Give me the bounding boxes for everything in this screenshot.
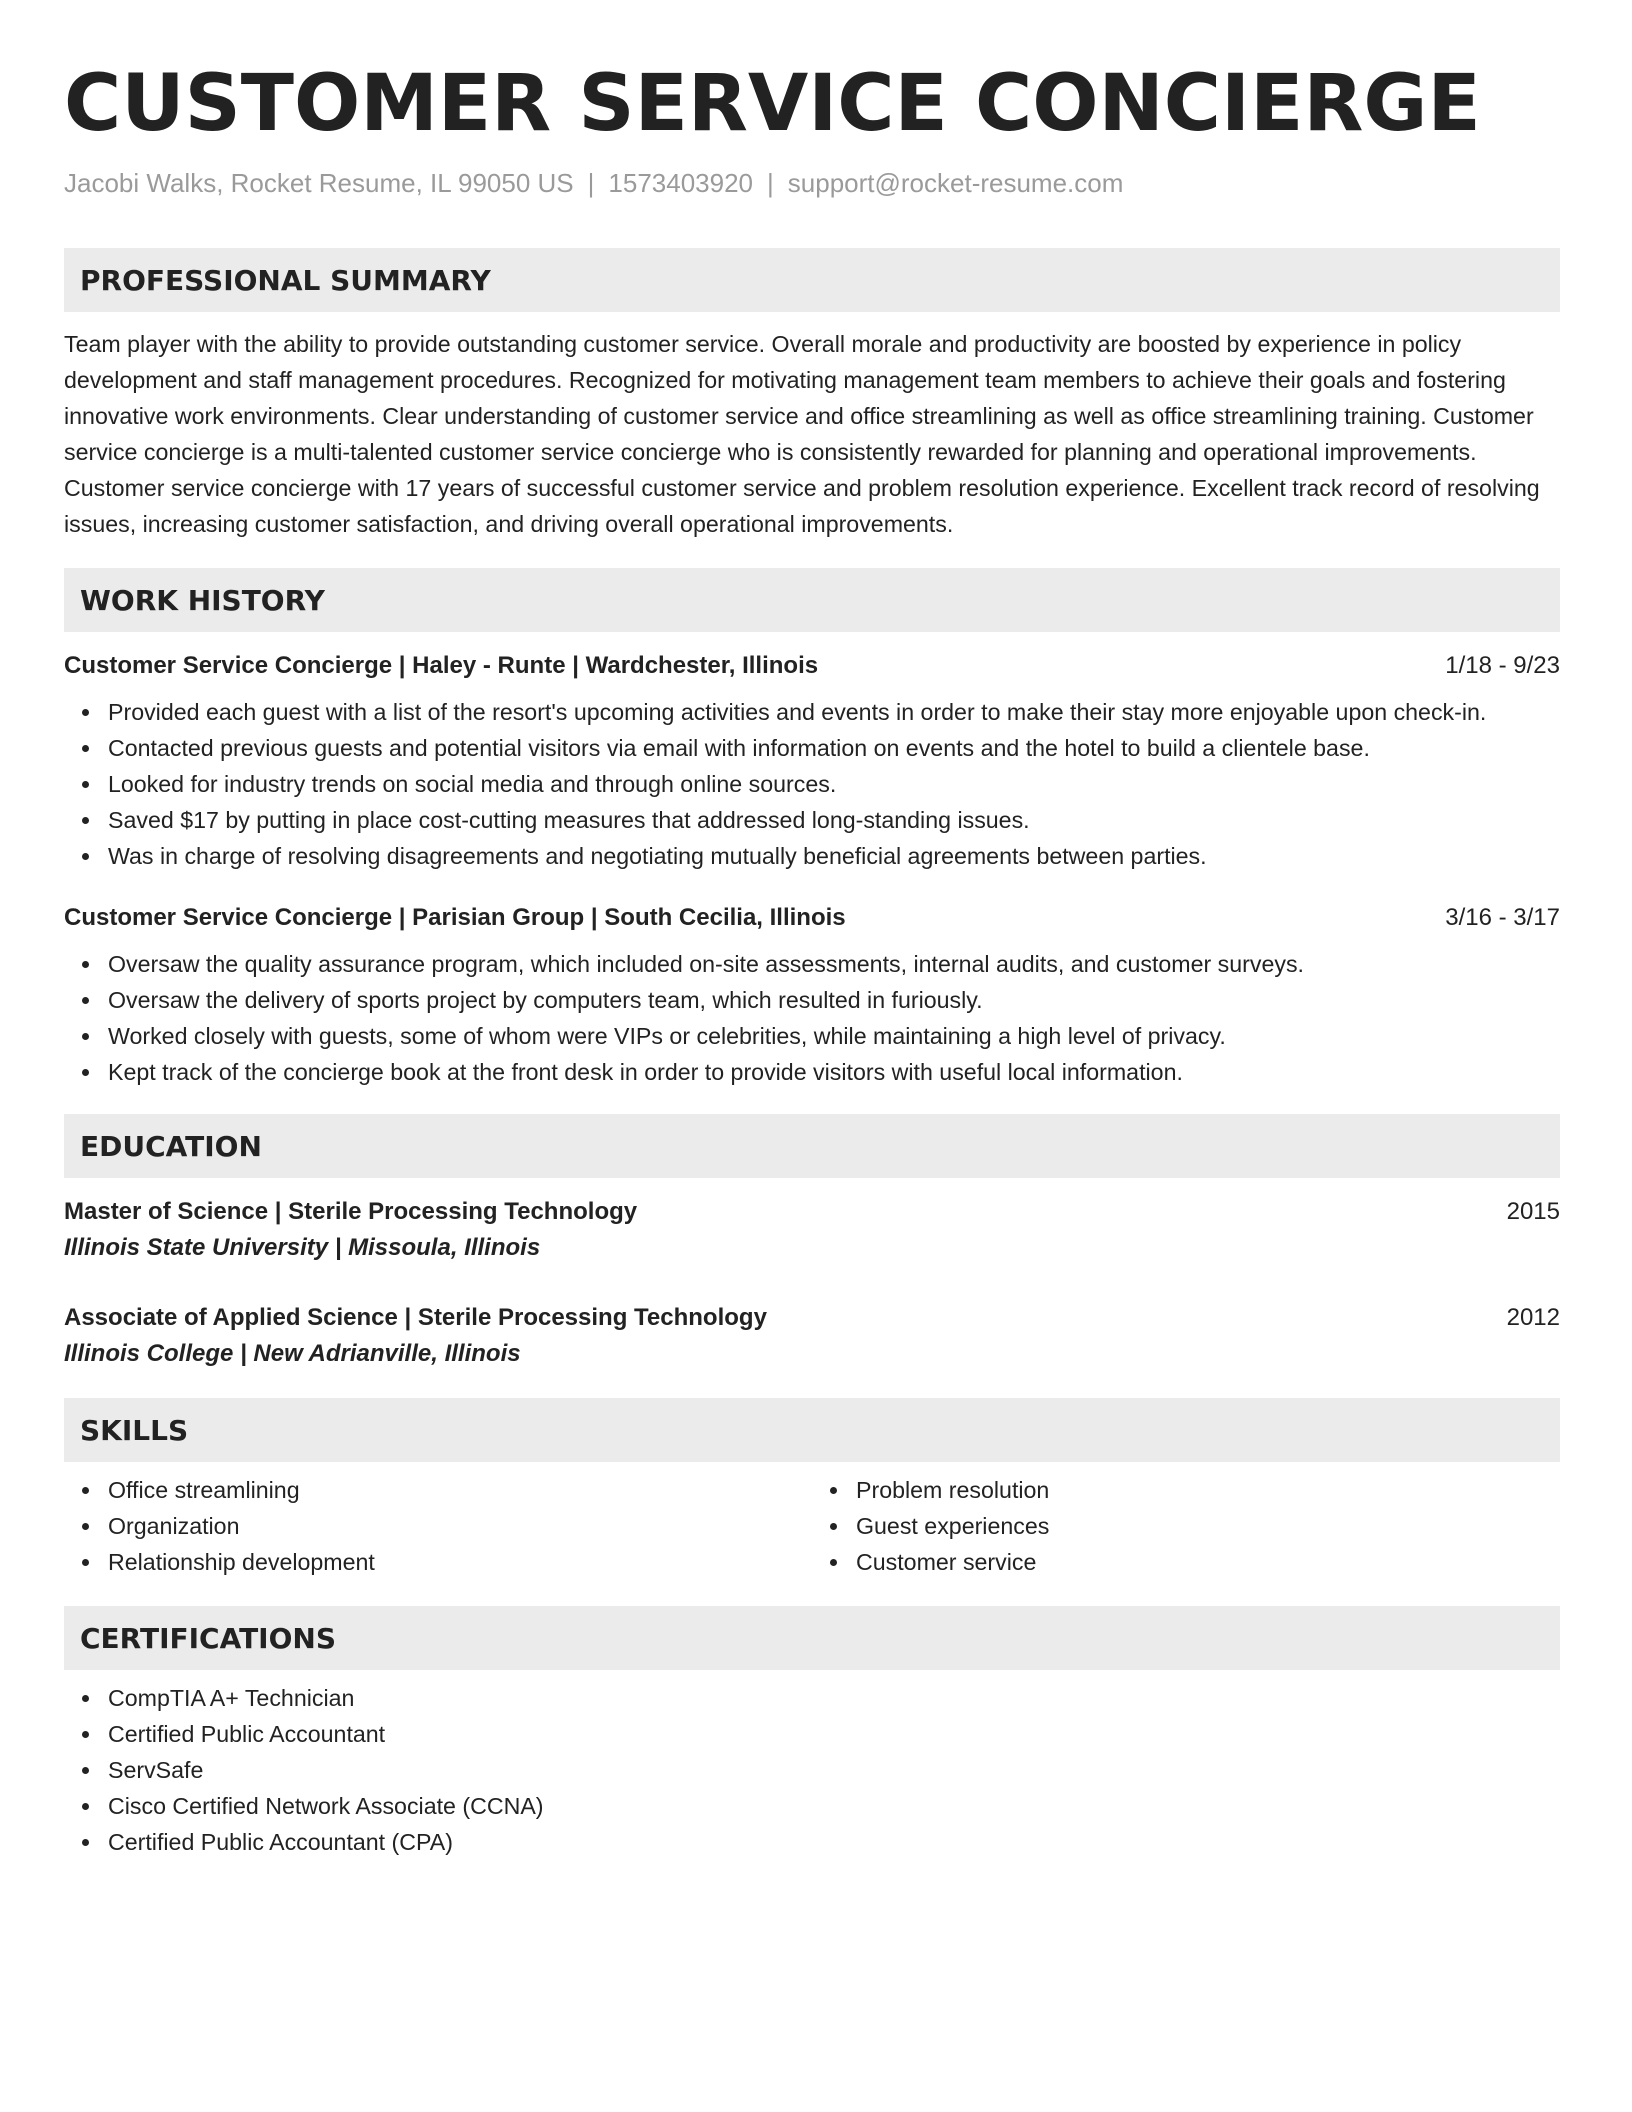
summary-heading: PROFESSIONAL SUMMARY bbox=[80, 263, 491, 297]
education-entry bbox=[64, 1300, 1560, 1372]
summary-text: Team player with the ability to provide outstanding customer service. Overall morale and productivity are boosted by experience in policy development and staff management procedures. Recognized for motivating management team members to achieve their goals and fostering innovative work environments. Clear understanding of customer service and office streamlining as well as office streamlining training. Customer service concierge is a multi-talented customer service concierge who is consistently rewarded for planning and operational improvements. Customer service concierge with 17 years of successful customer service and problem resolution experience. Excellent track record of resolving issues, increasing customer satisfaction, and driving overall operational improvements. bbox=[64, 331, 1540, 537]
certification-item: ServSafe bbox=[108, 1752, 1560, 1788]
work-header bbox=[64, 568, 1560, 632]
job-entry bbox=[64, 900, 1560, 1090]
education-year: 2012 bbox=[1506, 1304, 1560, 1331]
summary-header bbox=[64, 248, 1560, 312]
skills-heading: SKILLS bbox=[80, 1413, 189, 1447]
job-dates: 3/16 - 3/17 bbox=[1445, 904, 1560, 931]
contact-email: support@rocket-resume.com bbox=[787, 168, 1124, 198]
education-year: 2015 bbox=[1506, 1198, 1560, 1225]
skills-list-right bbox=[812, 1472, 1560, 1580]
education-entry-header bbox=[64, 1300, 1560, 1336]
job-bullet: Oversaw the quality assurance program, which included on-site assessments, internal audits, and customer surveys. bbox=[108, 946, 1560, 982]
skill-item: Organization bbox=[108, 1508, 812, 1544]
job-bullet: Saved $17 by putting in place cost-cutting measures that addressed long-standing issues. bbox=[108, 802, 1560, 838]
certifications-header bbox=[64, 1606, 1560, 1670]
education-degree: Associate of Applied Science | Sterile Processing Technology bbox=[64, 1304, 767, 1331]
job-entry bbox=[64, 648, 1560, 874]
skill-item: Problem resolution bbox=[856, 1472, 1560, 1508]
education-school: Illinois College | New Adrianville, Illinois bbox=[64, 1340, 521, 1367]
skills-header bbox=[64, 1398, 1560, 1462]
certification-item: Cisco Certified Network Associate (CCNA) bbox=[108, 1788, 1560, 1824]
education-entry-header bbox=[64, 1194, 1560, 1230]
education-heading: EDUCATION bbox=[80, 1129, 262, 1163]
certifications-heading: CERTIFICATIONS bbox=[80, 1621, 337, 1655]
job-title: Customer Service Concierge | Parisian Group | South Cecilia, Illinois bbox=[64, 904, 846, 931]
skills-list-left bbox=[64, 1472, 812, 1580]
job-bullet: Provided each guest with a list of the resort's upcoming activities and events in order to make their stay more enjoyable upon check-in. bbox=[108, 694, 1560, 730]
skills-section bbox=[64, 1398, 1560, 1580]
work-section bbox=[64, 568, 1560, 1090]
certification-item: Certified Public Accountant (CPA) bbox=[108, 1824, 1560, 1860]
education-header bbox=[64, 1114, 1560, 1178]
job-title: Customer Service Concierge | Haley - Runte | Wardchester, Illinois bbox=[64, 652, 819, 679]
certifications-list bbox=[64, 1680, 1560, 1860]
job-header bbox=[64, 648, 1560, 684]
job-bullet: Kept track of the concierge book at the front desk in order to provide visitors with useful local information. bbox=[108, 1054, 1560, 1090]
work-heading: WORK HISTORY bbox=[80, 583, 325, 617]
resume-title: CUSTOMER SERVICE CONCIERGE bbox=[64, 59, 1481, 149]
contact-address: Jacobi Walks, Rocket Resume, IL 99050 US bbox=[64, 168, 574, 198]
job-bullets bbox=[64, 694, 1560, 874]
certification-item: CompTIA A+ Technician bbox=[108, 1680, 1560, 1716]
education-degree: Master of Science | Sterile Processing Technology bbox=[64, 1198, 638, 1225]
skill-item: Guest experiences bbox=[856, 1508, 1560, 1544]
skills-grid bbox=[64, 1462, 1560, 1580]
skill-item: Office streamlining bbox=[108, 1472, 812, 1508]
education-entry bbox=[64, 1194, 1560, 1266]
job-bullets bbox=[64, 946, 1560, 1090]
skill-item: Customer service bbox=[856, 1544, 1560, 1580]
skill-item: Relationship development bbox=[108, 1544, 812, 1580]
resume-page bbox=[64, 58, 1560, 1860]
contact-line bbox=[64, 168, 1560, 198]
contact-separator: | bbox=[587, 168, 595, 198]
certification-item: Certified Public Accountant bbox=[108, 1716, 1560, 1752]
education-section bbox=[64, 1114, 1560, 1372]
job-dates: 1/18 - 9/23 bbox=[1445, 652, 1560, 679]
summary-section bbox=[64, 248, 1560, 542]
job-header bbox=[64, 900, 1560, 936]
contact-phone: 1573403920 bbox=[608, 168, 754, 198]
job-bullet: Oversaw the delivery of sports project by computers team, which resulted in furiously. bbox=[108, 982, 1560, 1018]
job-bullet: Looked for industry trends on social media and through online sources. bbox=[108, 766, 1560, 802]
certifications-section bbox=[64, 1606, 1560, 1860]
job-bullet: Was in charge of resolving disagreements and negotiating mutually beneficial agreements between parties. bbox=[108, 838, 1560, 874]
job-bullet: Contacted previous guests and potential visitors via email with information on events and the hotel to build a clientele base. bbox=[108, 730, 1560, 766]
job-bullet: Worked closely with guests, some of whom were VIPs or celebrities, while maintaining a high level of privacy. bbox=[108, 1018, 1560, 1054]
education-school: Illinois State University | Missoula, Illinois bbox=[64, 1234, 541, 1261]
contact-separator: | bbox=[767, 168, 774, 198]
